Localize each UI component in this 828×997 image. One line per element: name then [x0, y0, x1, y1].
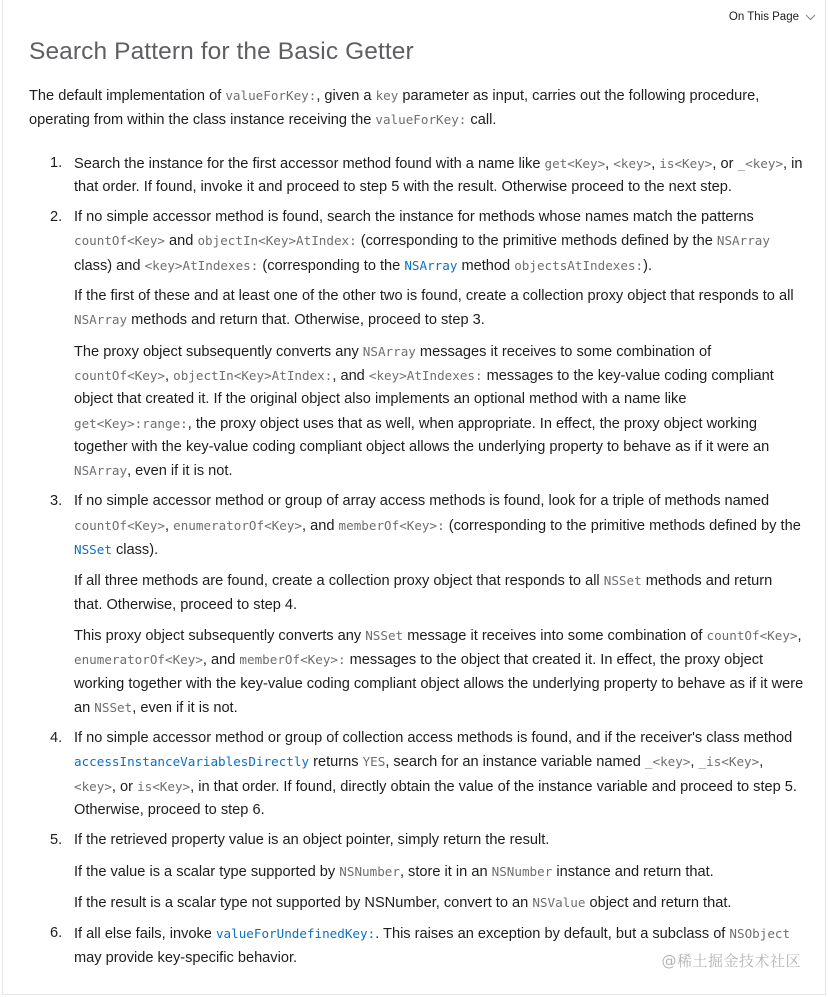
page-title: Search Pattern for the Basic Getter: [29, 38, 414, 65]
list-item-step-6: 6. If all else fails, invoke valueForUndefinedKey:. This raises an exception by default, but a subclass of NSObject may provide key-specific behavior.: [50, 925, 791, 966]
access-instance-variables-directly-link[interactable]: accessInstanceVariablesDirectly: [74, 754, 310, 770]
nsarray-link[interactable]: NSArray: [404, 257, 458, 273]
list-item-step-4: 4. If no simple accessor method or group of collection access methods is found, and if the receiver's class method accessInstanceVariablesDirectly returns YES, search for an instance variable named _<key>, _is<Key>, <key>, or is<Key>, in that order. If found, directly obtain the value of the instance variable and proceed to step 5. Otherwise, proceed to step 6.: [50, 730, 797, 819]
list-item-step-1: 1. Search the instance for the first accessor method found with a name like get<Key>, <key>, is<Key>, or _<key>, in that order. If found, invoke it and proceed to step 5 with the result. Otherwise proceed to the next step.: [50, 154, 803, 195]
value-for-undefined-key-link[interactable]: valueForUndefinedKey:: [215, 926, 376, 942]
list-item-step-5: 5. If the retrieved property value is an object pointer, simply return the result. If the value is a scalar type supported by NSNumber, store it in an NSNumber instance and return that. If the result is a scalar type not supported by NSNumber, convert to an NSValue object and return that.: [50, 832, 732, 911]
list-item-step-3: 3. If no simple accessor method or group of array access methods is found, look for a triple of methods named countOf<Key>, enumeratorOf<Key>, and memberOf<Key>: (corresponding to the primitive methods defined by the NSSet class). If all three methods are found, create a collection proxy object that responds to all NSSet methods and return that. Otherwise, proceed to step 4. This proxy object subsequently converts any NSSet message it receives into some combination of countOf<Key>, enumeratorOf<Key>, and memberOf<Key>: messages to the object that created it. In effect, the proxy object working together with the key-value coding compliant object allows the underlying property to behave as if it were an NSSet, even if it is not.: [50, 493, 804, 716]
on-this-page-label: On This Page: [728, 11, 799, 23]
list-item-step-2: 2. If no simple accessor method is found, search the instance for methods whose names match the patterns countOf<Key> and objectIn<Key>AtIndex: (corresponding to the primitive methods defined by the NSArray class) and <key>AtIndexes: (corresponding to the NSArray method objectsAtIndexes:). If the first of these and at least one of the other two is found, create a collection proxy object that responds to all NSArray methods and return that. Otherwise, proceed to step 3. The proxy object subsequently converts any NSArray messages it receives to some combination of countOf<Key>, objectIn<Key>AtIndex:, and <key>AtIndexes: messages to the key-value coding compliant object that created it. If the original object also implements an optional method with a name like get<Key>:range:, the proxy object uses that as well, when appropriate. In effect, the proxy object working together with the key-value coding compliant object allows the underlying property to behave as if it were an NSArray, even if it is not.: [50, 209, 794, 480]
chevron-down-icon: [805, 14, 816, 21]
procedure-list: [29, 152, 804, 970]
on-this-page-toggle[interactable]: [729, 11, 816, 23]
nsset-link[interactable]: NSSet: [74, 542, 112, 558]
article-body: [29, 84, 804, 977]
watermark: @稀土掘金技术社区: [661, 952, 801, 970]
intro-paragraph: The default implementation of valueForKey:, given a key parameter as input, carries out the following procedure, operating from within the class instance receiving the valueForKey: call.: [29, 88, 760, 129]
